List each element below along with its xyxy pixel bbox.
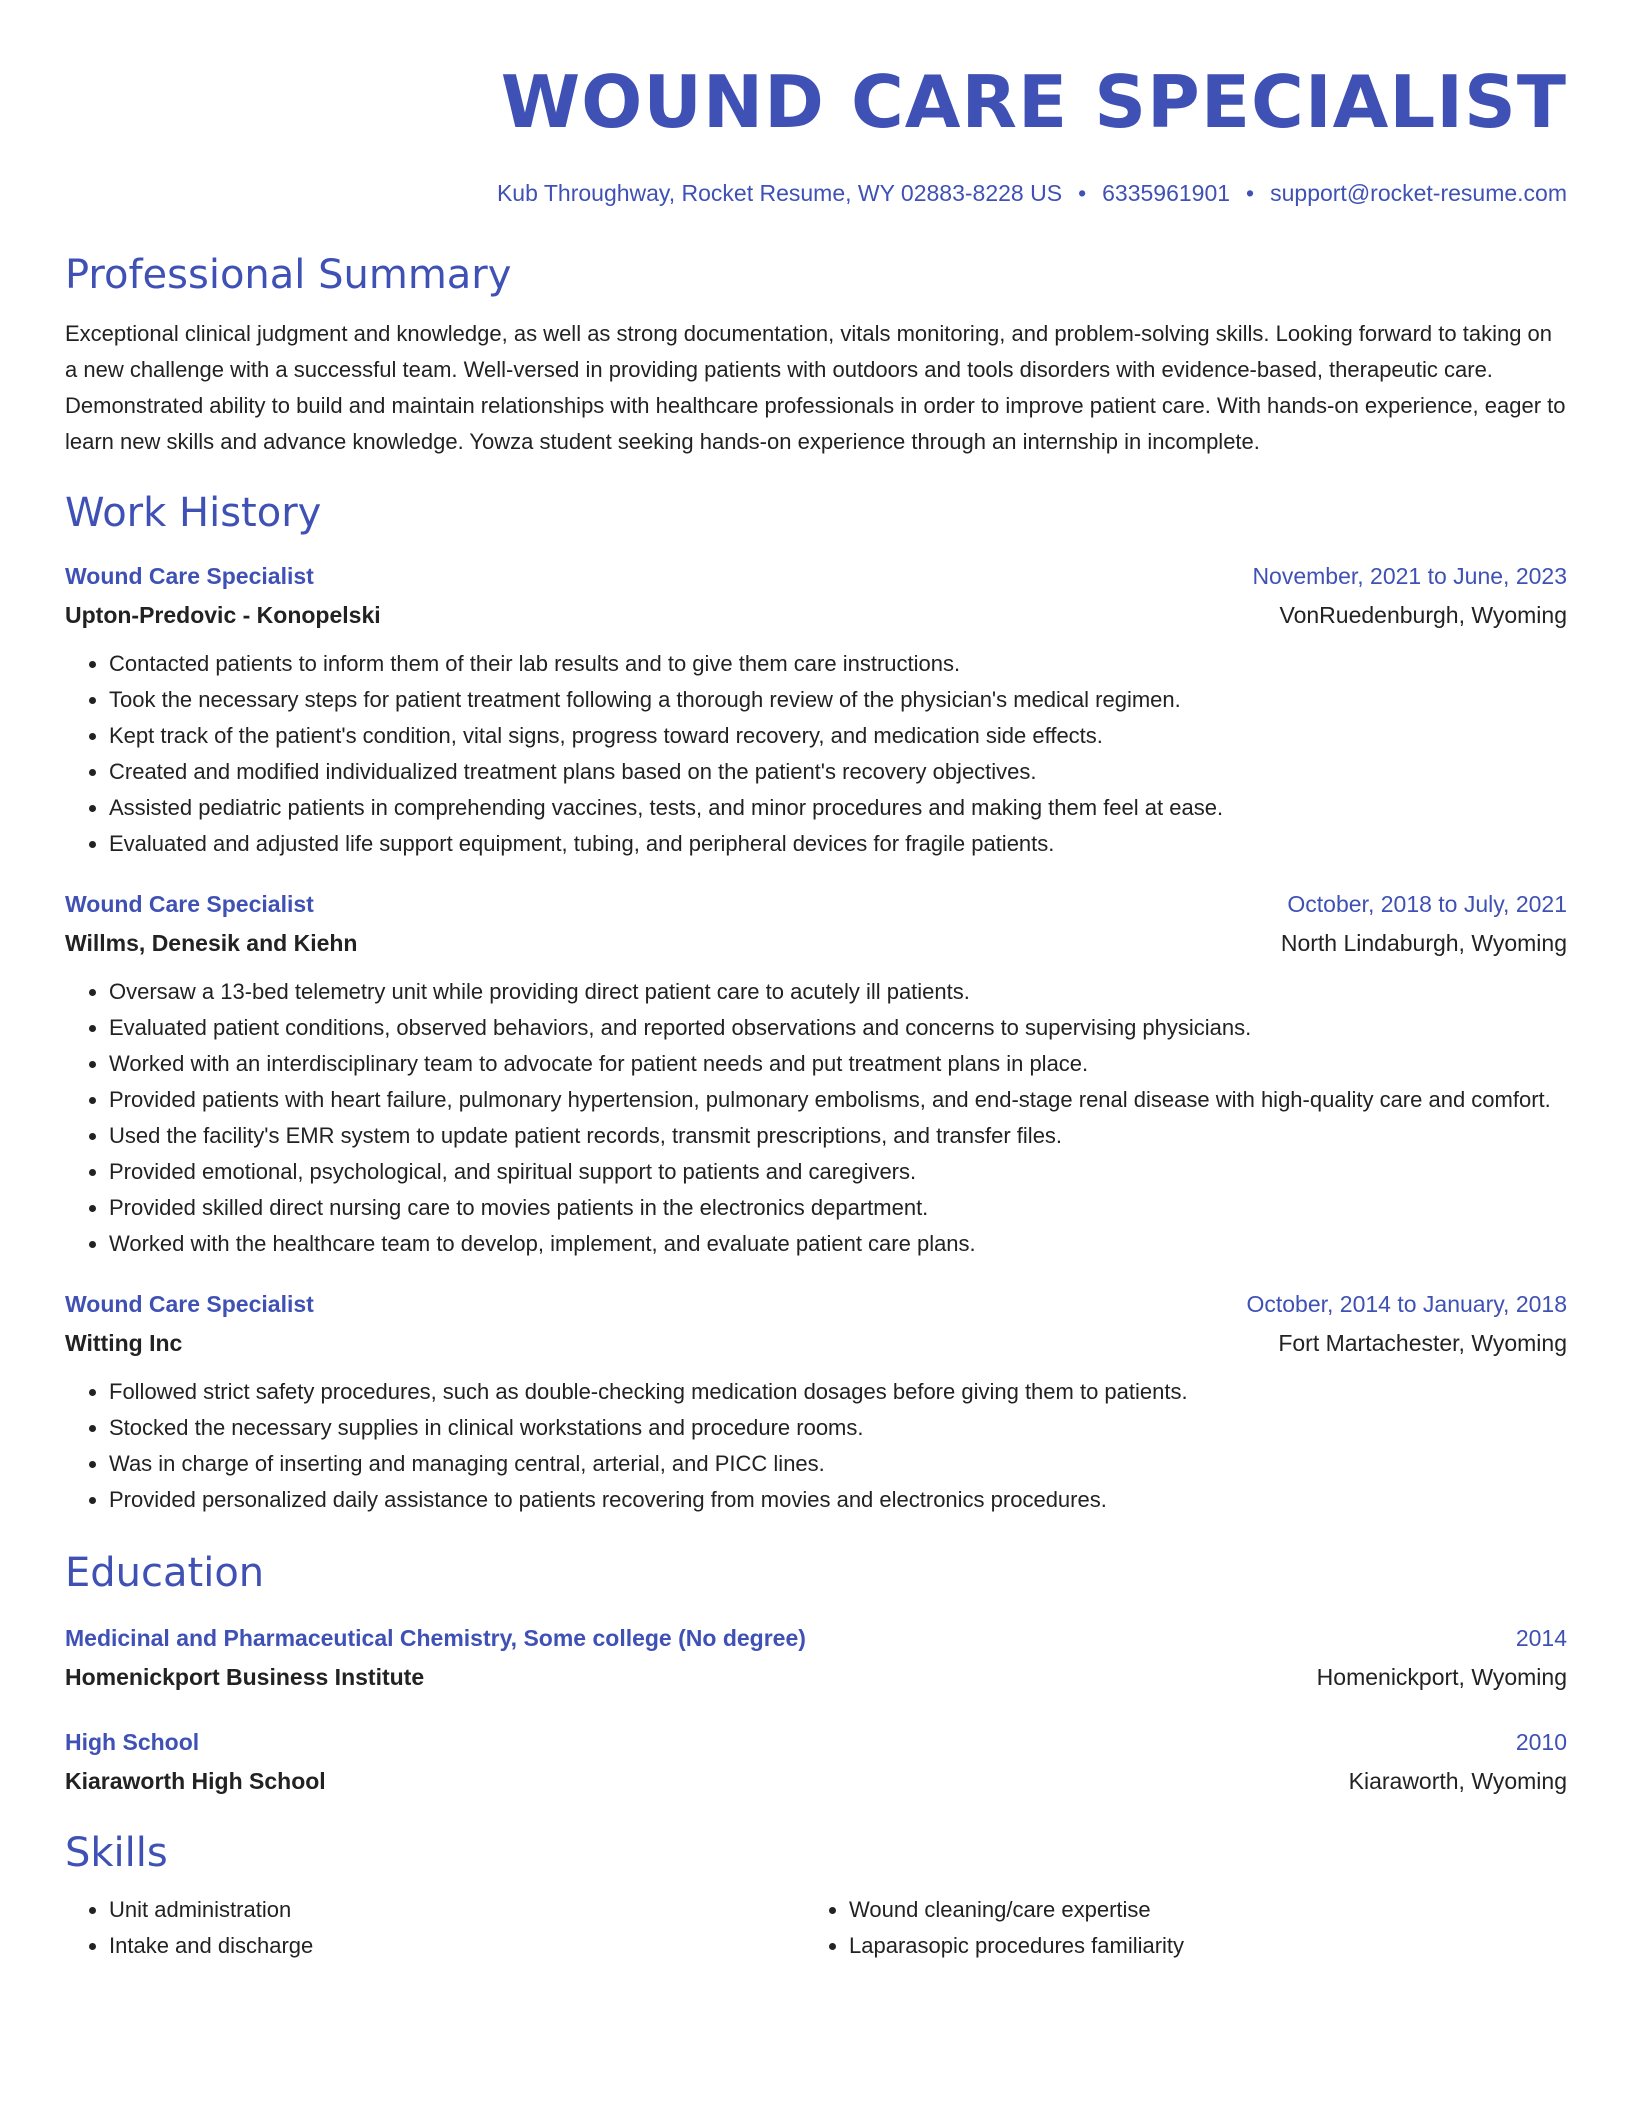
job-title: Wound Care Specialist: [65, 891, 314, 917]
job-dates: October, 2014 to January, 2018: [1246, 1291, 1567, 1317]
job-bullet: • Followed strict safety procedures, such as double-checking medication dosages before giving them to patients.: [109, 1374, 1567, 1410]
job-bullet: • Was in charge of inserting and managing central, arterial, and PICC lines.: [109, 1446, 1567, 1482]
job-bullet: • Provided skilled direct nursing care to movies patients in the electronics department.: [109, 1190, 1567, 1226]
job-company: Willms, Denesik and Kiehn: [65, 930, 358, 956]
job-bullets: [65, 1374, 1567, 1518]
job-bullet: • Kept track of the patient's condition, vital signs, progress toward recovery, and medication side effects.: [109, 718, 1567, 754]
job-entry: [65, 556, 1567, 862]
skills-column-right: [805, 1892, 1545, 1964]
job-bullet: • Worked with the healthcare team to develop, implement, and evaluate patient care plans.: [109, 1226, 1567, 1262]
job-bullet: • Contacted patients to inform them of their lab results and to give them care instructions.: [109, 646, 1567, 682]
job-location: Fort Martachester, Wyoming: [1278, 1330, 1567, 1356]
skills-column-left: [65, 1892, 805, 1964]
job-bullet: • Took the necessary steps for patient treatment following a thorough review of the physician's medical regimen.: [109, 682, 1567, 718]
job-bullet: • Created and modified individualized treatment plans based on the patient's recovery objectives.: [109, 754, 1567, 790]
education-degree: High School: [65, 1729, 200, 1755]
job-bullet: • Provided personalized daily assistance to patients recovering from movies and electronics procedures.: [109, 1482, 1567, 1518]
education-entry: [65, 1722, 1567, 1800]
job-title: Wound Care Specialist: [65, 1291, 314, 1317]
contact-address: Kub Throughway, Rocket Resume, WY 02883-8228 US: [496, 180, 1063, 206]
contact-email[interactable]: support@rocket-resume.com: [1270, 180, 1567, 206]
education-entry: [65, 1618, 1567, 1696]
education-school: Kiaraworth High School: [65, 1768, 326, 1794]
job-bullet: • Evaluated patient conditions, observed behaviors, and reported observations and concerns to supervising physicians.: [109, 1010, 1567, 1046]
job-bullets: [65, 646, 1567, 862]
job-bullets: [65, 974, 1567, 1262]
job-dates: October, 2018 to July, 2021: [1287, 891, 1567, 917]
work-history-heading: Work History: [65, 490, 322, 536]
skills-grid: [65, 1892, 1567, 1964]
job-title: Wound Care Specialist: [65, 563, 314, 589]
job-entry: [65, 884, 1567, 1262]
job-bullet: • Evaluated and adjusted life support equipment, tubing, and peripheral devices for fragile patients.: [109, 826, 1567, 862]
contact-phone: 6335961901: [1102, 180, 1231, 206]
job-bullet: • Provided emotional, psychological, and spiritual support to patients and caregivers.: [109, 1154, 1567, 1190]
skill-item: • Wound cleaning/care expertise: [849, 1892, 1545, 1928]
contact-separator: •: [1078, 180, 1087, 206]
job-dates: November, 2021 to June, 2023: [1252, 563, 1567, 589]
education-degree: Medicinal and Pharmaceutical Chemistry, Some college (No degree): [65, 1625, 806, 1651]
job-company: Upton-Predovic - Konopelski: [65, 602, 381, 628]
education-location: Homenickport, Wyoming: [1316, 1664, 1567, 1690]
job-company: Witting Inc: [65, 1330, 183, 1356]
education-year: 2010: [1515, 1729, 1567, 1755]
education-year: 2014: [1515, 1625, 1567, 1651]
job-entry: [65, 1284, 1567, 1518]
education-location: Kiaraworth, Wyoming: [1348, 1768, 1567, 1794]
skill-item: • Laparasopic procedures familiarity: [849, 1928, 1545, 1964]
job-bullet: • Oversaw a 13-bed telemetry unit while providing direct patient care to acutely ill patients.: [109, 974, 1567, 1010]
job-bullet: • Assisted pediatric patients in comprehending vaccines, tests, and minor procedures and making them feel at ease.: [109, 790, 1567, 826]
education-school: Homenickport Business Institute: [65, 1664, 425, 1690]
contact-separator: •: [1246, 180, 1255, 206]
summary-text: Exceptional clinical judgment and knowledge, as well as strong documentation, vitals monitoring, and problem-solving skills. Looking forward to taking on a new challenge with a successful team. Well-versed in providing patients with outdoors and tools disorders with evidence-based, therapeutic care. Demonstrated ability to build and maintain relationships with healthcare professionals in order to improve patient care. With hands-on experience, eager to learn new skills and advance knowledge. Yowza student seeking hands-on experience through an internship in incomplete.: [65, 321, 1566, 454]
skills-heading: Skills: [65, 1830, 168, 1876]
contact-line: [65, 178, 1567, 208]
job-location: VonRuedenburgh, Wyoming: [1279, 602, 1567, 628]
job-bullet: • Stocked the necessary supplies in clinical workstations and procedure rooms.: [109, 1410, 1567, 1446]
job-bullet: • Worked with an interdisciplinary team to advocate for patient needs and put treatment plans in place.: [109, 1046, 1567, 1082]
education-heading: Education: [65, 1550, 265, 1596]
job-bullet: • Used the facility's EMR system to update patient records, transmit prescriptions, and transfer files.: [109, 1118, 1567, 1154]
job-location: North Lindaburgh, Wyoming: [1280, 930, 1567, 956]
skill-item: • Unit administration: [109, 1892, 805, 1928]
resume-title: WOUND CARE SPECIALIST: [500, 60, 1567, 144]
skill-item: • Intake and discharge: [109, 1928, 805, 1964]
summary-heading: Professional Summary: [65, 252, 512, 298]
job-bullet: • Provided patients with heart failure, pulmonary hypertension, pulmonary embolisms, and end-stage renal disease with high-quality care and comfort.: [109, 1082, 1567, 1118]
